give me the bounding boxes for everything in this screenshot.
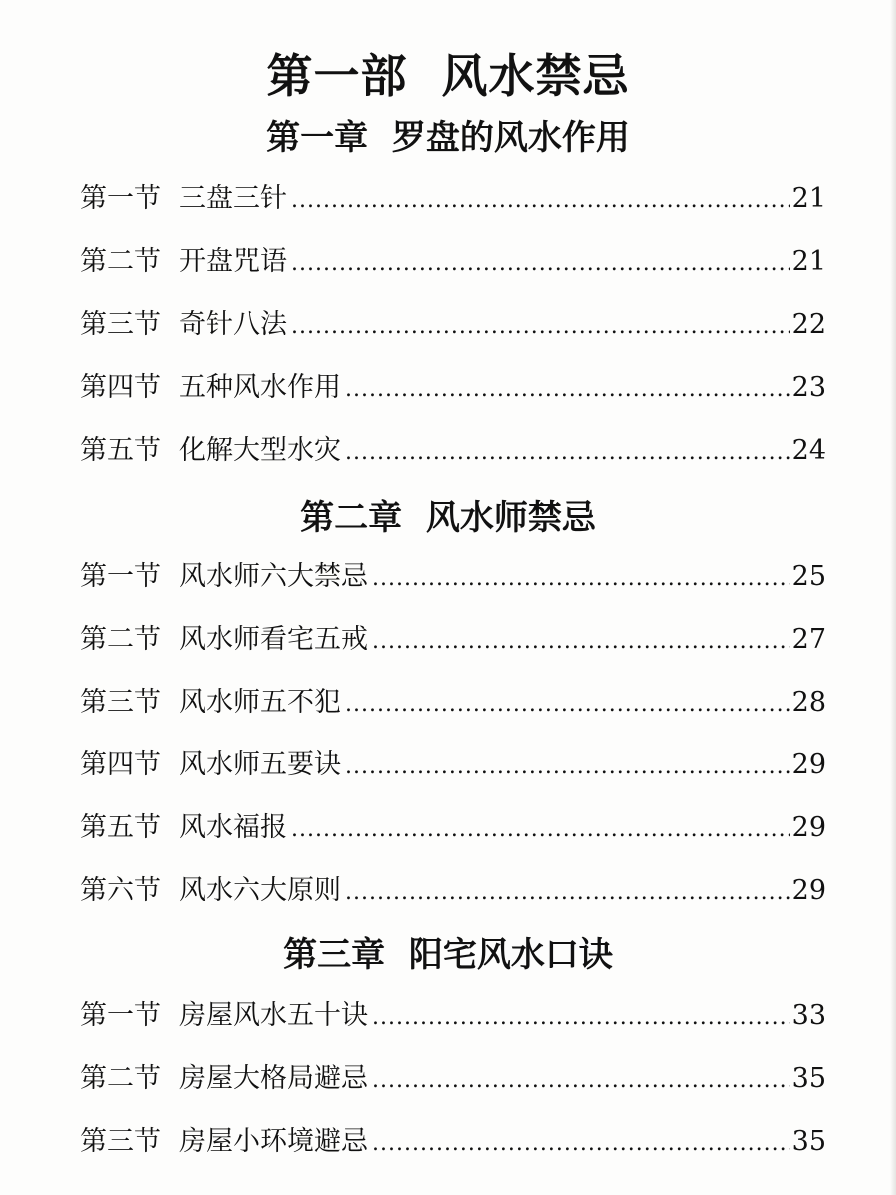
leader-dots — [291, 314, 790, 339]
page-number: 35 — [791, 1126, 826, 1157]
page-number: 24 — [791, 435, 826, 466]
section-number: 第二节 — [80, 1063, 161, 1094]
section-name: 风水师五不犯 — [179, 687, 341, 718]
page-edge-shadow — [890, 0, 896, 1195]
leader-dots — [291, 817, 790, 842]
leader-dots — [372, 1005, 790, 1030]
section-name: 三盘三针 — [179, 183, 287, 214]
section-number: 第三节 — [80, 1126, 161, 1157]
page-number: 28 — [791, 687, 826, 718]
leader-dots — [345, 440, 790, 465]
section-name: 风水师六大禁忌 — [179, 561, 368, 592]
section-name: 房屋风水五十诀 — [179, 1000, 368, 1031]
leader-dots — [345, 880, 790, 905]
page-number: 27 — [791, 624, 826, 655]
leader-dots — [372, 1131, 790, 1156]
section-name: 房屋小环境避忌 — [179, 1126, 368, 1157]
leader-dots — [291, 188, 790, 213]
page-number: 35 — [791, 1063, 826, 1094]
toc-entry[interactable] — [80, 680, 826, 720]
section-number: 第二节 — [80, 246, 161, 277]
section-number: 第六节 — [80, 875, 161, 906]
toc-entry[interactable] — [80, 805, 826, 845]
toc-entry[interactable] — [80, 993, 826, 1033]
section-number: 第一节 — [80, 183, 161, 214]
page-number: 29 — [791, 812, 826, 843]
toc-entry[interactable] — [80, 428, 826, 468]
section-name: 风水六大原则 — [179, 875, 341, 906]
section-number: 第三节 — [80, 309, 161, 340]
section-number: 第三节 — [80, 687, 161, 718]
section-number: 第一节 — [80, 561, 161, 592]
section-name: 奇针八法 — [179, 309, 287, 340]
section-name: 风水师看宅五戒 — [179, 624, 368, 655]
leader-dots — [291, 251, 790, 276]
section-name: 化解大型水灾 — [179, 435, 341, 466]
section-name: 开盘咒语 — [179, 246, 287, 277]
toc-entry[interactable] — [80, 365, 826, 405]
page-number: 22 — [791, 309, 826, 340]
toc-entry[interactable] — [80, 742, 826, 782]
page-number: 23 — [791, 372, 826, 403]
page-number: 21 — [791, 183, 826, 214]
toc-entry[interactable] — [80, 1119, 826, 1159]
toc-entry[interactable] — [80, 302, 826, 342]
toc-entry[interactable] — [80, 1056, 826, 1096]
toc-entry[interactable] — [80, 868, 826, 908]
section-name: 风水师五要诀 — [179, 749, 341, 780]
chapter-title: 第一章 罗盘的风水作用 — [266, 118, 630, 158]
page-number: 29 — [791, 749, 826, 780]
section-name: 房屋大格局避忌 — [179, 1063, 368, 1094]
section-number: 第五节 — [80, 435, 161, 466]
leader-dots — [345, 692, 790, 717]
page-number: 25 — [791, 561, 826, 592]
page-number: 29 — [791, 875, 826, 906]
page-number: 33 — [791, 1000, 826, 1031]
section-number: 第一节 — [80, 1000, 161, 1031]
section-number: 第四节 — [80, 372, 161, 403]
part-title: 第一部 风水禁忌 — [266, 49, 630, 103]
leader-dots — [345, 754, 790, 779]
section-number: 第二节 — [80, 624, 161, 655]
toc-entry[interactable] — [80, 239, 826, 279]
chapter-title: 第三章 阳宅风水口诀 — [283, 935, 613, 975]
page-number: 21 — [791, 246, 826, 277]
section-name: 风水福报 — [179, 812, 287, 843]
section-name: 五种风水作用 — [179, 372, 341, 403]
toc-entry[interactable] — [80, 176, 826, 216]
toc-entry[interactable] — [80, 554, 826, 594]
leader-dots — [372, 1068, 790, 1093]
leader-dots — [345, 377, 790, 402]
section-number: 第四节 — [80, 749, 161, 780]
leader-dots — [372, 629, 790, 654]
toc-entry[interactable] — [80, 617, 826, 657]
section-number: 第五节 — [80, 812, 161, 843]
leader-dots — [372, 566, 790, 591]
chapter-title: 第二章 风水师禁忌 — [300, 498, 596, 538]
